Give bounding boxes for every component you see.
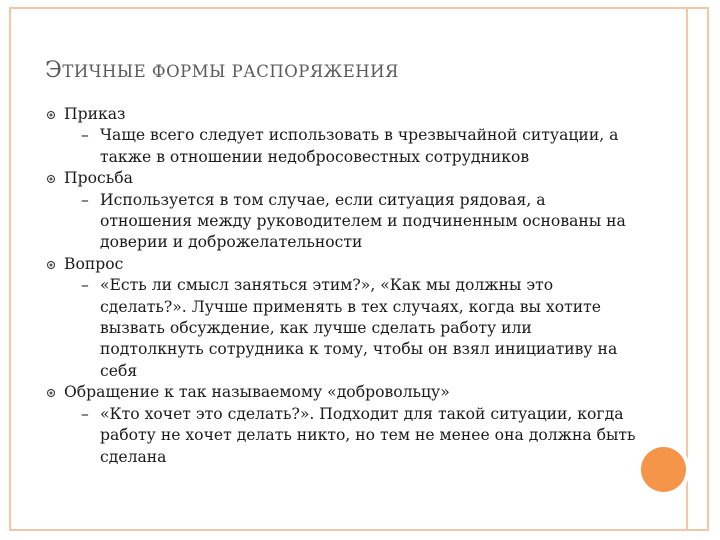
sub-item-text: «Есть ли смысл заняться этим?», «Как мы должны это сделать?». Лучше применять в тех случаях, когда вы хотите вызвать обсуждение, как лучше сделать работу или подтолкнуть сотрудника к тому, чтобы он взял инициативу на себя bbox=[100, 276, 618, 380]
bullet-list bbox=[46, 104, 636, 468]
item-label: Обращение к так называемому «добровольцу» bbox=[64, 383, 450, 402]
list-item bbox=[46, 104, 636, 125]
item-label: Вопрос bbox=[64, 254, 124, 273]
dash-icon: – bbox=[81, 126, 89, 145]
slide-title bbox=[45, 58, 399, 83]
bullet-icon bbox=[47, 389, 55, 397]
list-item bbox=[46, 382, 636, 403]
bullet-icon bbox=[47, 111, 55, 119]
title-first-letter: Э bbox=[45, 58, 63, 83]
sub-item bbox=[46, 275, 636, 382]
list-item bbox=[46, 168, 636, 189]
sub-item bbox=[46, 190, 636, 254]
sub-item-text: Чаще всего следует использовать в чрезвычайной ситуации, а также в отношении недобросовестных сотрудников bbox=[100, 126, 619, 166]
dash-icon: – bbox=[81, 276, 89, 295]
bullet-icon bbox=[47, 261, 55, 269]
sub-item bbox=[46, 404, 636, 468]
sub-item-text: «Кто хочет это сделать?». Подходит для такой ситуации, когда работу не хочет делать никто, но тем не менее она должна быть сделана bbox=[100, 404, 636, 466]
item-label: Просьба bbox=[64, 169, 133, 188]
accent-circle bbox=[641, 447, 686, 492]
item-label: Приказ bbox=[64, 105, 126, 123]
sub-item-text: Используется в том случае, если ситуация рядовая, а отношения между руководителем и подчиненным основаны на доверии и доброжелательности bbox=[100, 190, 626, 252]
title-rest: ТИЧНЫЕ ФОРМЫ РАСПОРЯЖЕНИЯ bbox=[62, 62, 399, 81]
list-item bbox=[46, 254, 636, 275]
bullet-icon bbox=[47, 175, 55, 183]
dash-icon: – bbox=[81, 404, 89, 423]
frame-vertical-rule bbox=[686, 7, 688, 531]
sub-item bbox=[46, 125, 636, 168]
dash-icon: – bbox=[81, 190, 89, 209]
